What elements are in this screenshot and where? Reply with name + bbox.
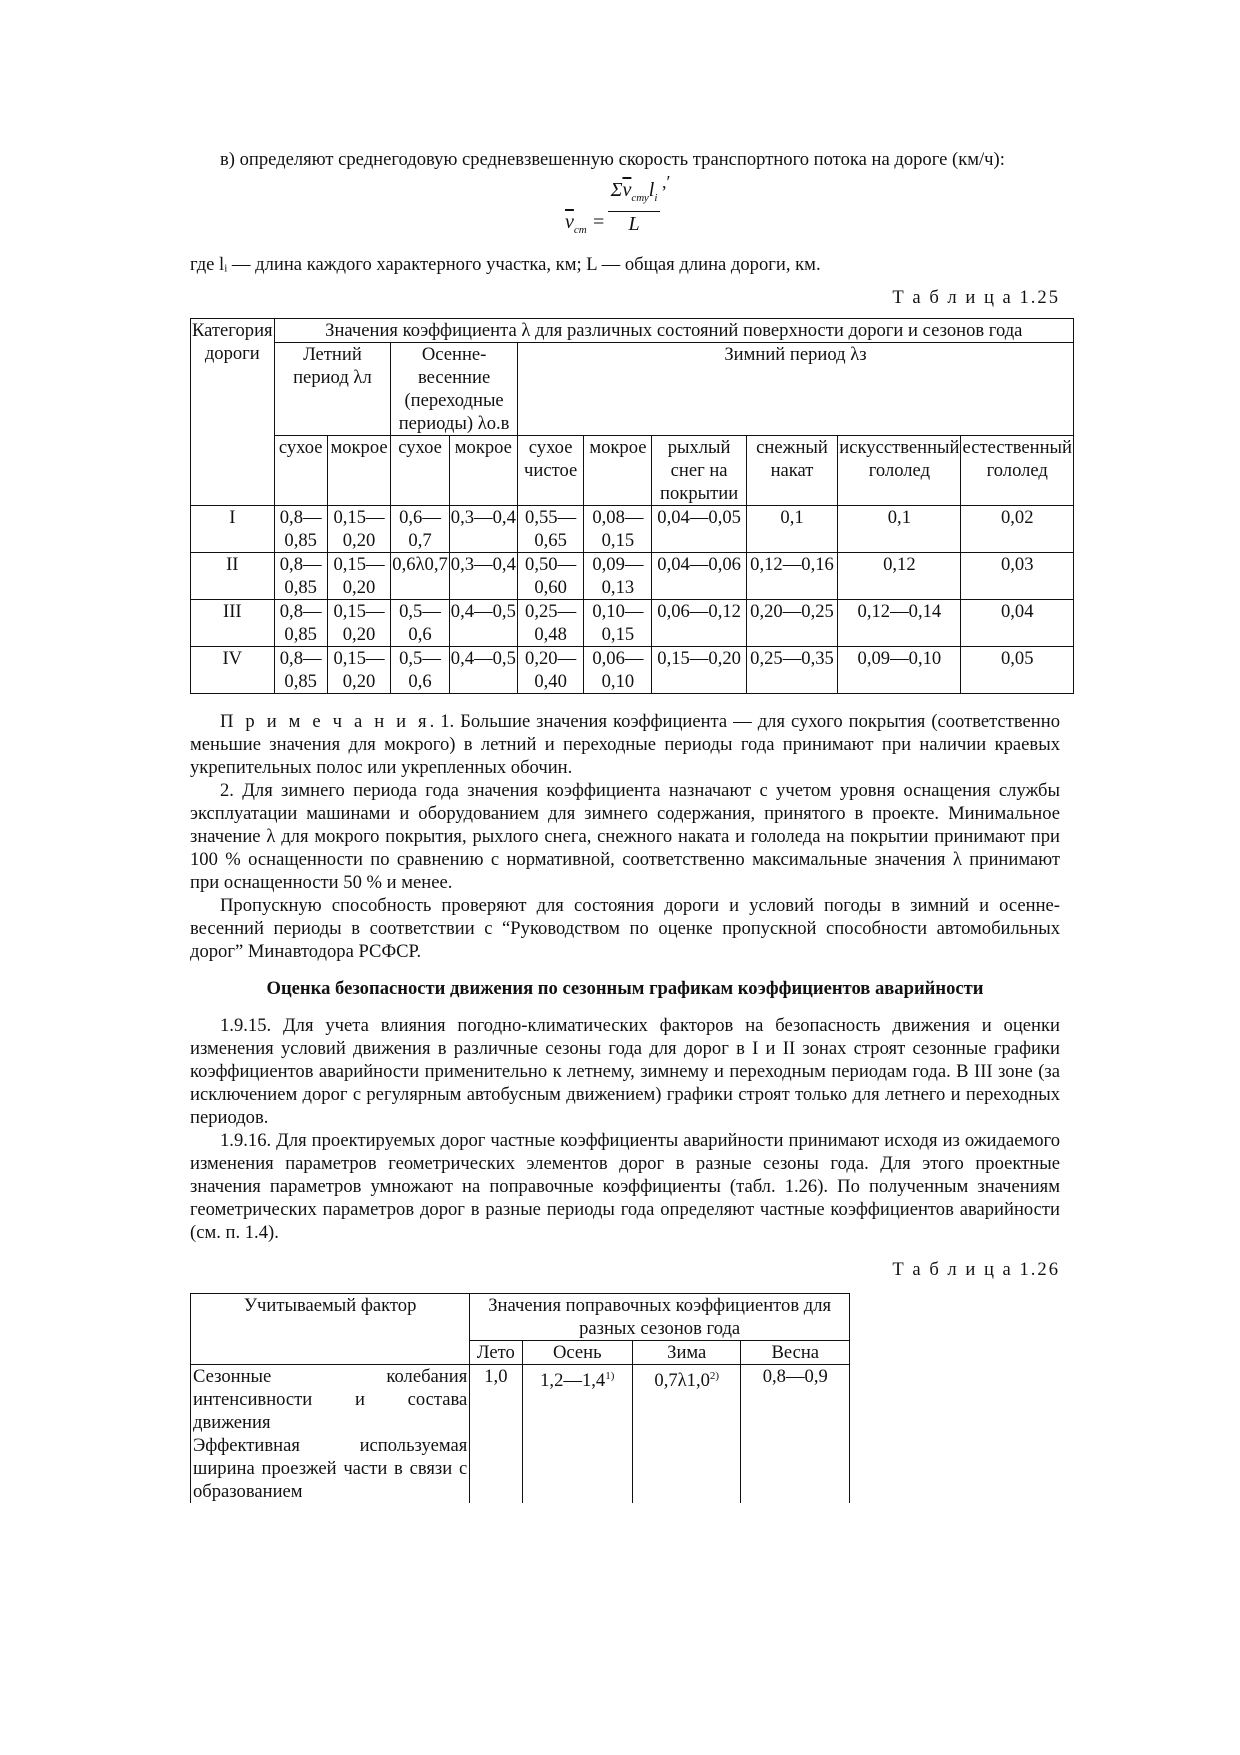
- document-page: [190, 148, 1072, 1503]
- formula-lhs: $\overline{v}_{ст}$ =: [565, 211, 606, 236]
- speed-formula: [190, 171, 1060, 253]
- table-row: Сезонные колебания интенсивности и состава движения Эффективная используемая ширина проезжей части в связи с образованием 1,0 1,2—1,4$^{1)}$ 0,7λ1,0$^{2)}$ 0,8—0,9: [191, 1365, 850, 1504]
- formula-prime: ,′: [662, 172, 671, 192]
- header-autumn: Осенне-весенние (переходные периоды) λо.в: [391, 343, 518, 436]
- table-1-26: [190, 1293, 850, 1503]
- notes-label: П р и м е ч а н и я: [220, 711, 430, 732]
- factor-cell: Сезонные колебания интенсивности и состава движения Эффективная используемая ширина проезжей части в связи с образованием: [191, 1365, 470, 1504]
- header-correction-values: Значения поправочных коэффициентов для разных сезонов года: [470, 1294, 850, 1341]
- notes-block: [190, 710, 1060, 963]
- table-row: III 0,8—0,85 0,15—0,20 0,5—0,6 0,4—0,5 0,25—0,48 0,10—0,15 0,06—0,12 0,20—0,25 0,12—0,14 0,04: [191, 600, 1074, 647]
- table-row: I 0,8—0,85 0,15—0,20 0,6—0,7 0,3—0,4 0,55—0,65 0,08—0,15 0,04—0,05 0,1 0,1 0,02: [191, 506, 1074, 553]
- header-winter: Зимний период λз: [517, 343, 1073, 436]
- paragraph-1-9-15: 1.9.15. Для учета влияния погодно-климатических факторов на безопасность движения и оценки изменения условий движения в различные сезоны года для дорог в I и II зонах строят сезонные графики коэффициентов аварийности применительно к летнему, зимнему и переходным периодам года. В III зоне (за исключением дорог с регулярным автобусным движением) графики строят только для летнего и переходных периодов.: [190, 1015, 1060, 1128]
- header-category: Категория дороги: [191, 319, 275, 506]
- note-2: 2. Для зимнего периода года значения коэффициента назначают с учетом уровня оснащения службы эксплуатации машинами и оборудованием для зимнего содержания, принятого в проекте. Минимальное значение λ для мокрого покрытия, рыхлого снега, снежного наката и гололеда на покрытии принимают при 100 % оснащенности по сравнению с нормативной, соответственно максимальные значения λ принимают при оснащенности 50 % и менее.: [190, 780, 1060, 893]
- formula-fraction: $\Sigma\overline{v}_{сту}l_i$ L: [608, 179, 660, 236]
- table-1-25: [190, 318, 1074, 694]
- table-caption-1-25: Т а б л и ц а 1.25: [892, 287, 1060, 308]
- table-row: II 0,8—0,85 0,15—0,20 0,6λ0,7 0,3—0,4 0,50—0,60 0,09—0,13 0,04—0,06 0,12—0,16 0,12 0,03: [191, 553, 1074, 600]
- section-heading: Оценка безопасности движения по сезонным графикам коэффициентов аварийности: [266, 978, 984, 999]
- subheader-row: сухое мокрое сухое мокрое сухое чистое мокрое рыхлый снег на покрытии снежный накат искусственный гололед естественный гололед: [191, 436, 1074, 506]
- header-summer: Летний период λл: [274, 343, 391, 436]
- header-values: Значения коэффициента λ для различных состояний поверхности дороги и сезонов года: [274, 319, 1073, 343]
- table-caption-1-26: Т а б л и ц а 1.26: [892, 1259, 1060, 1280]
- note-1: П р и м е ч а н и я. 1. Большие значения коэффициента — для сухого покрытия (соответственно меньшие значения для мокрого) в летний и переходные периоды года принимают при наличии краевых укрепительных полос или укрепленных обочин.: [190, 711, 1061, 778]
- paragraph-v: в) определяют среднегодовую средневзвешенную скорость транспортного потока на дороге (км/ч):: [220, 149, 1005, 170]
- table-row: IV 0,8—0,85 0,15—0,20 0,5—0,6 0,4—0,5 0,20—0,40 0,06—0,10 0,15—0,20 0,25—0,35 0,09—0,10 0,05: [191, 647, 1074, 694]
- paragraph-capacity: Пропускную способность проверяют для состояния дороги и условий погоды в зимний и осенне-весенний периоды в соответствии с “Руководством по оценке пропускной способности автомобильных дорог” Минавтодора РСФСР.: [190, 895, 1060, 962]
- header-factor: Учитываемый фактор: [191, 1294, 470, 1365]
- paragraph-1-9-16: 1.9.16. Для проектируемых дорог частные коэффициенты аварийности принимают исходя из ожидаемого изменения параметров геометрических элементов дорог в разные сезоны года. Для этого проектные значения параметров умножают на поправочные коэффициенты (табл. 1.26). По полученным значениям геометрических параметров дорог в разные периоды года определяют частные коэффициентов аварийности (см. п. 1.4).: [190, 1130, 1060, 1243]
- where-definitions: где lᵢ — длина каждого характерного участка, км; L — общая длина дороги, км.: [190, 254, 821, 275]
- season-header-row: Лето Осень Зима Весна: [191, 1341, 850, 1365]
